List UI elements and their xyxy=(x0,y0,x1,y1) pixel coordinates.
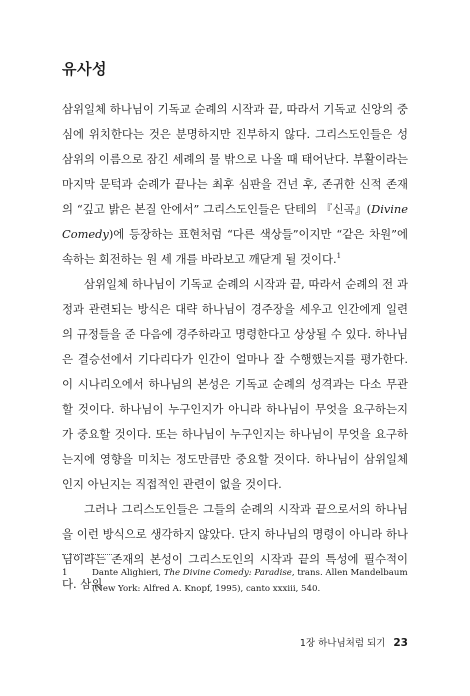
footnote-text: Dante Alighieri, The Divine Comedy: Paradise, trans. Allen Mandelbaum (New York: Alfred A. Knopf, 1995), canto xxxiii, 540. xyxy=(92,568,408,594)
footnote-number: 1 xyxy=(62,568,68,578)
paragraph-1: 삼위일체 하나님이 기독교 순례의 시작과 끝, 따라서 기독교 신앙의 중심에 위치한다는 것은 분명하지만 진부하지 않다. 그리스도인들은 성삼위의 이름으로 잠긴 세례의 물 밖으로 나올 때 태어난다. 부활이라는 마지막 문턱과 순례가 끝나는 최후 심판을 건넌 후, 존귀한 신적 존재의 “깊고 밝은 본질 안에서” 그리스도인들은 단테의 『신곡』(Divine Comedy)에 등장하는 표현처럼 “다른 색상들”이지만 “같은 차원”에 속하는 회전하는 원 세 개를 바라보고 깨닫게 될 것이다.$^1$ xyxy=(62,102,408,266)
chapter-title: 1장 하나님처럼 되기 xyxy=(299,638,386,649)
footnote-ref[interactable]: 1 xyxy=(336,252,342,261)
footnote-divider xyxy=(62,554,112,555)
paragraph-2: 삼위일체 하나님이 기독교 순례의 시작과 끝, 따라서 순례의 전 과정과 관련되는 방식은 대략 하나님이 경주장을 세우고 인간에게 일련의 규정들을 준 다음에 경주하라고 명령한다고 상상될 수 있다. 하나님은 결승선에서 기다리다가 인간이 얼마나 잘 수행했는지를 평가한다. 이 시나리오에서 하나님의 본성은 기독교 순례의 성격과는 다소 무관할 것이다. 하나님이 누구인지가 아니라 하나님이 무엇을 요구하는지가 중요할 것이다. 또는 하나님이 누구인지는 하나님이 무엇을 요구하는지에 영향을 미치는 정도만큼만 중요할 것이다. 하나님이 삼위일체인지 아닌지는 직접적인 관련이 없을 것이다. xyxy=(62,277,408,491)
section-heading: 유사성 xyxy=(62,60,107,78)
footnote xyxy=(62,565,408,597)
page-number: 23 xyxy=(393,637,408,649)
paragraph-3: 그러나 그리스도인들은 그들의 순례의 시작과 끝으로서의 하나님을 이런 방식으로 생각하지 않았다. 단지 하나님의 명령이 아니라 하나님이라는 존재의 본성이 그리스도인의 시작과 끝의 특성에 필수적이다. 삼위 xyxy=(62,502,408,591)
footnote-italic-title: The Divine Comedy: Paradise xyxy=(163,568,292,578)
body-text xyxy=(62,97,408,597)
italic-title: Divine Comedy xyxy=(62,202,408,241)
running-footer xyxy=(300,635,408,649)
